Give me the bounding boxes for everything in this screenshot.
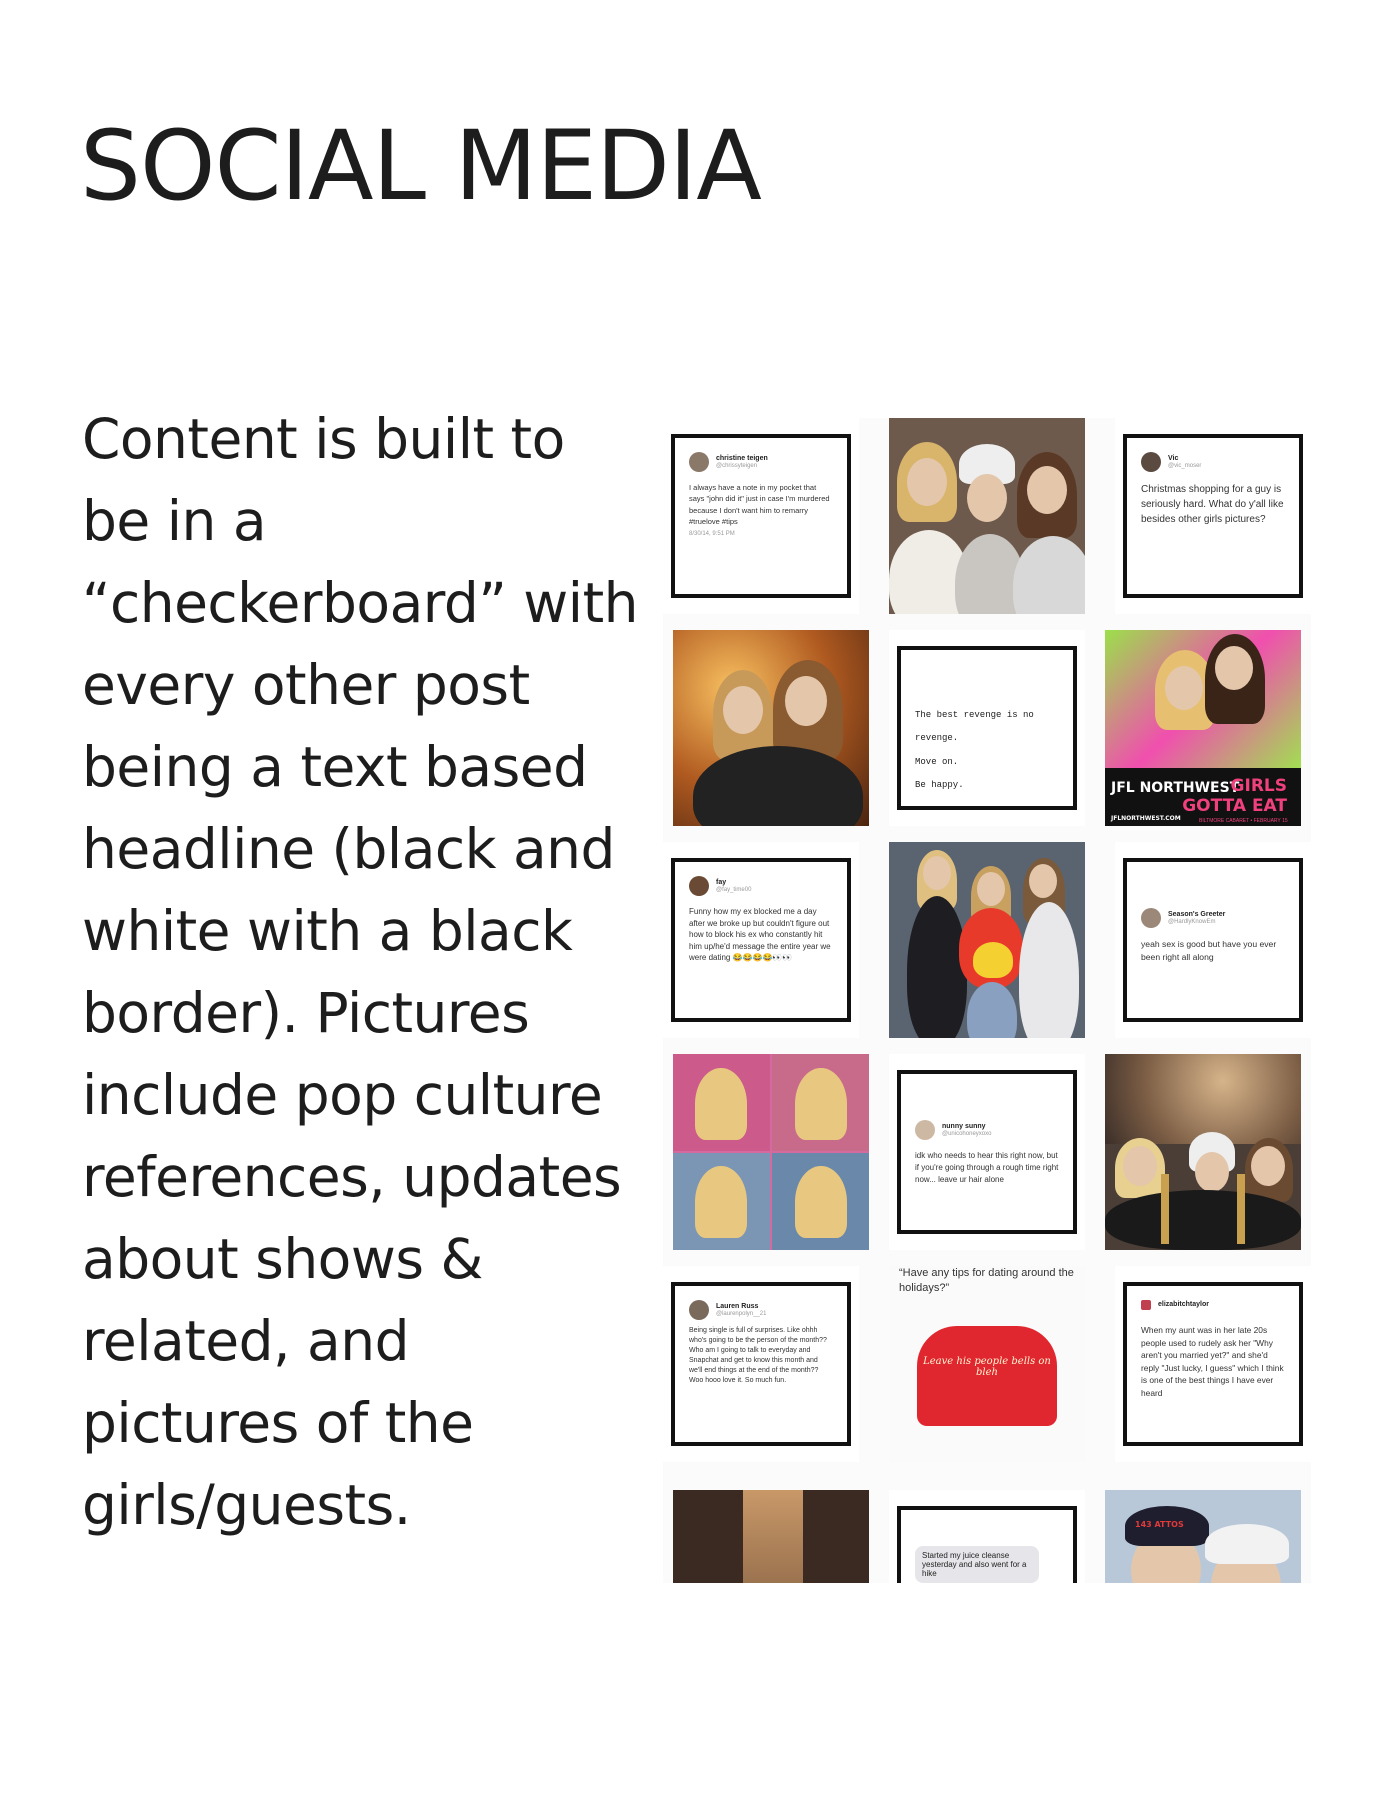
quote-line-1: The best revenge is no revenge. (915, 710, 1034, 744)
post-photo-podcast-studio[interactable] (1105, 1054, 1301, 1250)
tweet-name: elizabitchtaylor (1158, 1301, 1209, 1309)
face-shape (977, 872, 1005, 906)
tweet-handle: @vic_moser (1168, 462, 1202, 469)
hallway-shape (743, 1490, 803, 1583)
body-shape (1105, 1190, 1301, 1250)
poster-logo: JFL NORTHWEST (1111, 780, 1240, 796)
tweet-name: Lauren Russ (716, 1303, 759, 1311)
avatar (1141, 908, 1161, 928)
tweet-name: Vic (1168, 455, 1179, 463)
cardigan-shape (1019, 902, 1079, 1038)
instagram-grid (663, 418, 1311, 1583)
hat-shape (1205, 1524, 1289, 1564)
hair-shape (695, 1166, 747, 1238)
microphone-stand (1161, 1174, 1169, 1244)
quote-line-3: Be happy. (915, 780, 964, 791)
hair-shape (795, 1068, 847, 1140)
face-shape (1027, 466, 1067, 514)
post-tweet-elizabitchtaylor[interactable] (1115, 1266, 1311, 1462)
avatar (689, 876, 709, 896)
post-photo-holiday-sweater[interactable] (889, 1266, 1085, 1462)
page-title: SOCIAL MEDIA (80, 110, 761, 222)
face-shape (923, 856, 951, 890)
message-bubble: Started my juice cleanse yesterday and also went for a hike (915, 1546, 1039, 1583)
face-shape (967, 474, 1007, 522)
tweet-handle: @chrissyteigen (716, 462, 758, 469)
sweater-text: Leave his people bells on bleh (923, 1356, 1051, 1378)
tweet-handle: @laurenpolyn__21 (716, 1310, 767, 1317)
tweet-text: Christmas shopping for a guy is seriously hard. What do y'all like besides other girls pictures? (1141, 484, 1284, 525)
body-shape (907, 896, 967, 1038)
hat-text: 143 ATTOS (1135, 1520, 1184, 1529)
tweet-handle: @fay_time00 (716, 886, 752, 893)
face-shape (1029, 864, 1057, 898)
post-tweet-fay[interactable] (663, 842, 859, 1038)
face-shape (1123, 1146, 1157, 1186)
post-tweet-vic[interactable] (1115, 418, 1311, 614)
tweet-text: Funny how my ex blocked me a day after we broke up but couldn't figure out how to block his ex who constantly hit him up/he'd message the entire year we were dating 😂😂😂😂👀👀 (689, 907, 831, 963)
post-text-message[interactable] (889, 1490, 1085, 1583)
face-shape (785, 676, 827, 726)
face-shape (1215, 646, 1253, 690)
tweet-text: I always have a note in my pocket that says "john did it" just in case I'm murdered because I don't want him to remarry #truelove #tips (689, 483, 830, 526)
face-shape (1165, 666, 1203, 710)
tweet-handle: @unicohoneyxoxo (942, 1130, 992, 1137)
post-photo-hallway[interactable] (673, 1490, 869, 1583)
poster-headline-1: GIRLS (1230, 776, 1287, 796)
hair-shape (695, 1068, 747, 1140)
tweet-handle: @HardlyKnowEm (1168, 918, 1216, 925)
post-tweet-nunny-sunny[interactable] (889, 1054, 1085, 1250)
post-photo-three-women[interactable] (889, 418, 1085, 614)
post-meme-samantha[interactable] (673, 1054, 869, 1250)
tweet-name: Season's Greeter (1168, 911, 1226, 919)
microphone-stand (1237, 1174, 1245, 1244)
quote-line-2: Move on. (915, 756, 959, 767)
face-shape (723, 686, 763, 734)
hat-shape (1125, 1506, 1209, 1546)
avatar (689, 452, 709, 472)
tweet-name: fay (716, 879, 727, 887)
poster-logo-sub: JFLNORTHWEST.COM (1111, 815, 1181, 822)
post-photo-two-women-lights[interactable] (673, 630, 869, 826)
tweet-name: nunny sunny (942, 1123, 986, 1131)
tweet-text: Being single is full of surprises. Like ohhh who's going to be the person of the month?? Who am I going to talk to everyday and Snapchat and get to know this month and we'll end things at the end of the month?? Woo hooo love it. So much fun. (689, 1327, 827, 1384)
post-caption: “Have any tips for dating around the holidays?” (899, 1267, 1074, 1295)
face-shape (907, 458, 947, 506)
post-photo-three-women-standing[interactable] (889, 842, 1085, 1038)
avatar (1141, 452, 1161, 472)
tweet-text: yeah sex is good but have you ever been right all along (1141, 939, 1277, 962)
tweet-text: When my aunt was in her late 20s people used to rudely ask her "Why aren't you married yet?" and she'd reply "Just lucky, I guess" which I think is one of the best things I have ever heard (1141, 1325, 1284, 1399)
post-photo-hats[interactable] (1105, 1490, 1301, 1583)
tweet-text: idk who needs to hear this right now, but if you're going through a rough time right now... leave ur hair alone (915, 1151, 1059, 1184)
sweater-stripe (973, 942, 1013, 978)
hair-shape (795, 1166, 847, 1238)
post-tweet-lauren-russ[interactable] (663, 1266, 859, 1462)
tweet-date: 8/30/14, 9:51 PM (689, 531, 735, 537)
poster-venue: BILTMORE CABARET • FEBRUARY 15 (1199, 818, 1288, 824)
face-shape (1251, 1146, 1285, 1186)
body-shape (1013, 536, 1085, 614)
post-tweet-seasons-greeter[interactable] (1115, 842, 1311, 1038)
avatar (689, 1300, 709, 1320)
studio-wall (1105, 1054, 1301, 1144)
sweater-shape (917, 1326, 1057, 1426)
poster-headline-2: GOTTA EAT (1182, 796, 1287, 816)
post-text-best-revenge[interactable] (889, 630, 1085, 826)
avatar (915, 1120, 935, 1140)
jeans-shape (967, 982, 1017, 1038)
body-paragraph: Content is built to be in a “checkerboard” with every other post being a text based headline (black and white with a black border). Pictures include pop culture references, updates about shows & related, and pictures of the girls/guests. (82, 407, 638, 1537)
avatar (1141, 1300, 1151, 1310)
post-poster-girls-gotta-eat[interactable] (1105, 630, 1301, 826)
post-tweet-christine[interactable] (663, 418, 859, 614)
face-shape (1195, 1152, 1229, 1192)
tweet-name: christine teigen (716, 455, 768, 463)
